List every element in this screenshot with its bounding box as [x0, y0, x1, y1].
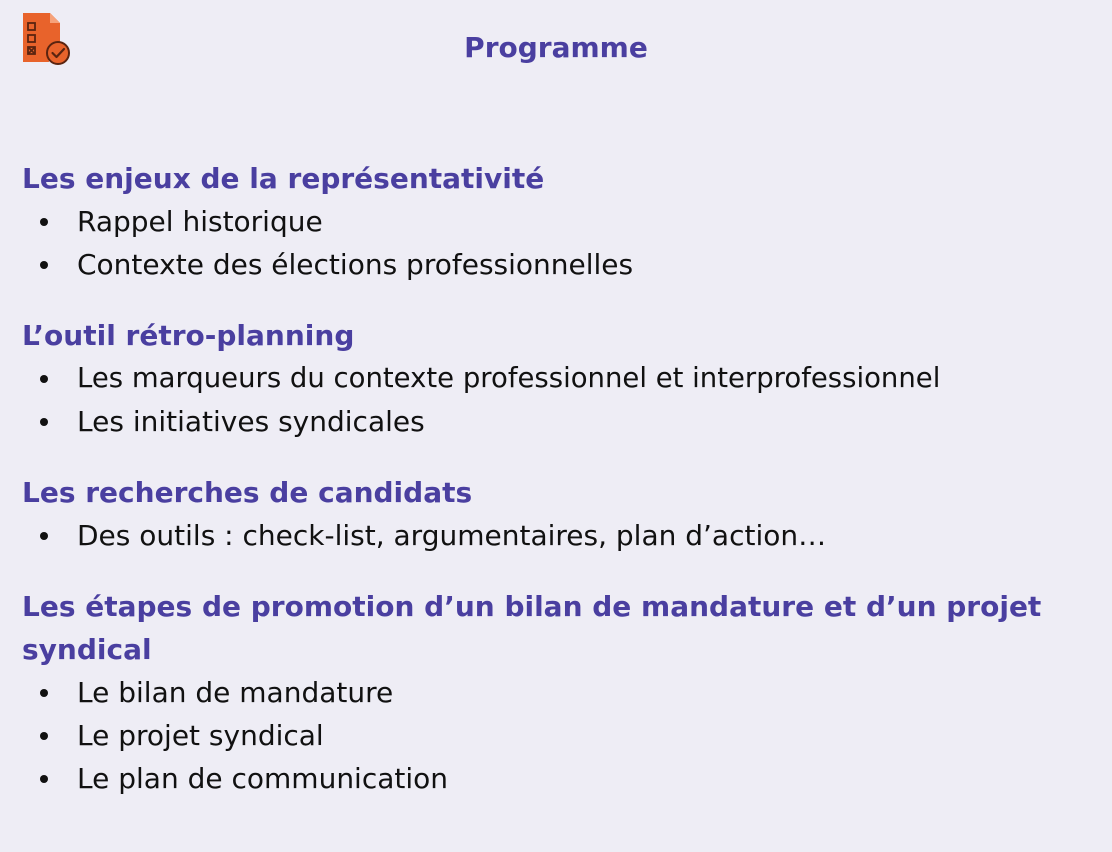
list-item: Le plan de communication: [22, 757, 1106, 800]
section-heading: Les enjeux de la représentativité: [22, 162, 545, 195]
section-heading: L’outil rétro-planning: [22, 319, 355, 352]
list-item: Le projet syndical: [22, 714, 1106, 757]
section-heading: Les recherches de candidats: [22, 476, 473, 509]
list-item: Contexte des élections professionnelles: [22, 243, 1106, 286]
program-content: [22, 157, 1106, 828]
bullet-list: [22, 200, 1106, 286]
list-item: Le bilan de mandature: [22, 671, 1106, 714]
page-title: Programme: [464, 31, 648, 64]
list-item: Les initiatives syndicales: [22, 400, 1106, 443]
bullet-list: [22, 671, 1106, 800]
section-retro-planning: [22, 314, 1106, 443]
section-representativite: [22, 157, 1106, 286]
bullet-list: [22, 357, 1106, 443]
section-recherches-candidats: [22, 471, 1106, 557]
list-item: Rappel historique: [22, 200, 1106, 243]
section-heading: Les étapes de promotion d’un bilan de mandature et d’un projet syndical: [22, 590, 1042, 666]
list-item: Les marqueurs du contexte professionnel et interprofessionnel: [22, 357, 1106, 400]
section-etapes-promotion: [22, 585, 1106, 800]
list-item: Des outils : check-list, argumentaires, plan d’action…: [22, 514, 1106, 557]
bullet-list: [22, 514, 1106, 557]
